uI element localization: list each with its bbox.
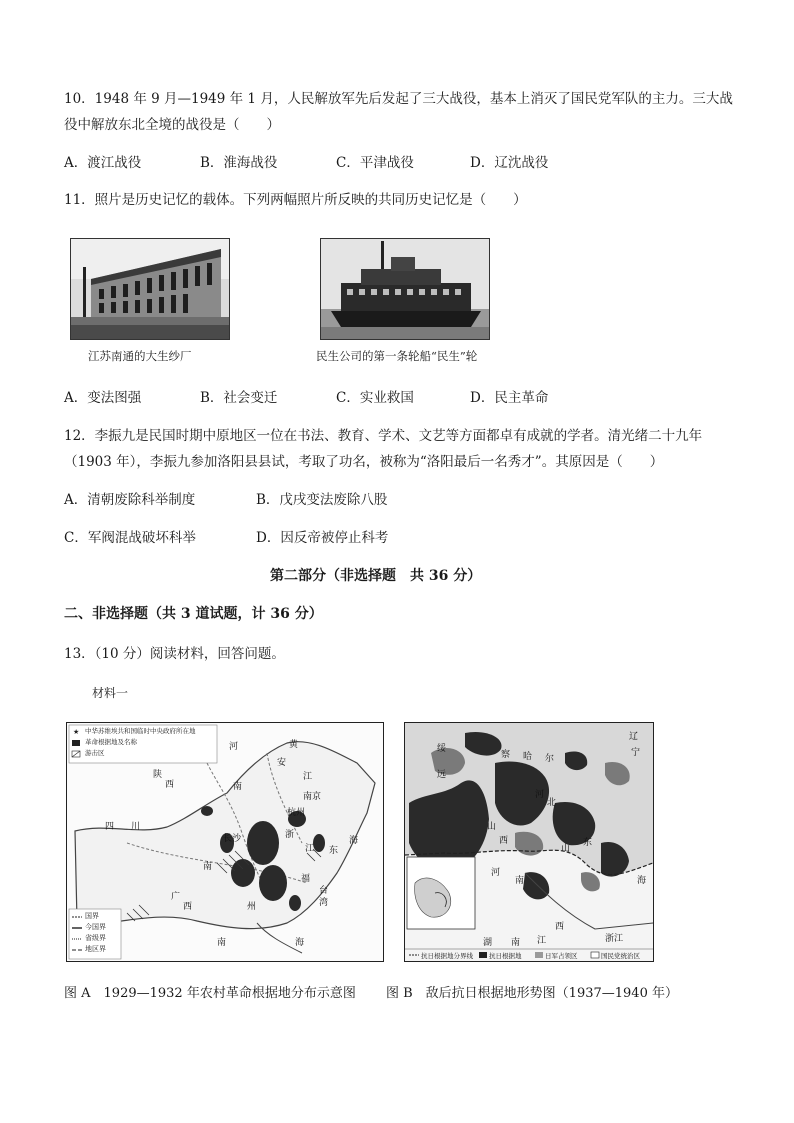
q11-stem: 11．照片是历史记忆的载体。下列两幅照片所反映的共同历史记忆是（ ） — [64, 192, 527, 208]
q11-option-b[interactable]: B．社会变迁 — [200, 390, 278, 406]
map-a-label: 南 — [233, 782, 243, 792]
map-a-label: 长沙 — [223, 834, 242, 844]
map-a-legend-capital: 中华苏维埃共和国临时中央政府所在地 — [85, 727, 196, 735]
photo2-caption: 民生公司的第一条轮船“民生”轮 — [316, 349, 478, 363]
q10-option-c[interactable]: C．平津战役 — [336, 155, 414, 171]
q12-option-d[interactable]: D．因反帝被停止科考 — [256, 530, 389, 546]
section-heading: 二、非选择题（共 3 道试题，计 36 分） — [64, 606, 323, 622]
map-a-legend-province: 省级界 — [85, 934, 106, 942]
map-a-label: 南京 — [303, 792, 322, 802]
map-b-label: 江 — [537, 936, 547, 946]
q11-option-c[interactable]: C．实业救国 — [336, 390, 414, 406]
map-a-label: 南 — [203, 862, 213, 872]
q10-stem-line1: 10．1948 年 9 月—1949 年 1 月，人民解放军先后发起了三大战役，基本上消灭了国民党军队的主力。三大战 — [64, 91, 733, 107]
map-b-anti-japanese-bases — [404, 722, 654, 962]
map-b-legend-japanese: 日军占领区 — [545, 952, 578, 960]
material-label: 材料一 — [92, 686, 129, 700]
q11-option-d[interactable]: D．民主革命 — [470, 390, 549, 406]
map-b-label: 南 — [515, 876, 525, 886]
map-b-label: 湖 — [483, 938, 493, 948]
q10-stem-line2: 役中解放东北全境的战役是（ ） — [64, 117, 280, 133]
map-a-label: 州 — [247, 902, 257, 912]
q12-stem-line2: （1903 年），李振九参加洛阳县县试，考取了功名，被称为“洛阳最后一名秀才”。其原因是（ ） — [64, 454, 664, 470]
q10-option-a[interactable]: A．渡江战役 — [64, 155, 142, 171]
map-b-legend-bases: 抗日根据地 — [489, 952, 522, 960]
map-b-label: 尔 — [545, 754, 555, 764]
q12-option-b[interactable]: B．戊戌变法废除八股 — [256, 492, 388, 508]
map-a-label: 杭州 — [287, 808, 306, 818]
map-b-label: 海 — [637, 876, 647, 886]
map-b-label: 察 — [501, 750, 511, 760]
map-a-legend-border: 国界 — [85, 912, 99, 920]
map-a-label: 广 — [171, 892, 181, 902]
map-b-label: 南 — [511, 938, 521, 948]
map-b-label: 宁 — [631, 748, 641, 758]
map-b-label: 北 — [547, 798, 557, 808]
map-a-revolutionary-bases — [66, 722, 384, 962]
map-a-label: 福 — [301, 874, 311, 884]
map-b-label: 西 — [555, 922, 565, 932]
map-a-label: 浙 — [285, 830, 295, 840]
photo-dasheng-factory — [70, 238, 230, 340]
q12-option-a[interactable]: A．清朝废除科举制度 — [64, 492, 196, 508]
photo-minsheng-ship — [320, 238, 490, 340]
map-a-label: 河 — [229, 742, 239, 752]
map-a-label: 四 — [105, 822, 115, 832]
map-b-label: 河 — [535, 790, 545, 800]
map-a-label: 陕 — [153, 770, 163, 780]
map-a-label: 安 — [277, 758, 287, 768]
map-b-label: 山 — [487, 822, 497, 832]
map-a-label: 东 — [329, 846, 339, 856]
map-b-label: 河 — [491, 868, 501, 878]
map-a-label: 海 — [349, 836, 359, 846]
map-b-caption: 图 B 敌后抗日根据地形势图（1937—1940 年） — [386, 986, 678, 1001]
map-b-label: 绥 — [437, 744, 447, 754]
map-a-label: 西 — [165, 780, 175, 790]
q13-stem: 13．（10 分）阅读材料，回答问题。 — [64, 646, 285, 662]
map-b-label: 西 — [499, 836, 509, 846]
map-a-legend-guerrilla: 游击区 — [85, 749, 105, 757]
map-a-legend-bases: 革命根据地及名称 — [85, 738, 137, 746]
map-b-label: 浙江 — [605, 934, 624, 944]
map-b-legend-boundary: 抗日根据地分界线 — [421, 952, 473, 960]
map-a-label: 江 — [303, 772, 313, 782]
map-a-caption: 图 A 1929—1932 年农村革命根据地分布示意图 — [64, 986, 356, 1001]
q12-stem-line1: 12．李振九是民国时期中原地区一位在书法、教育、学术、文艺等方面都卓有成就的学者。清光绪二十九年 — [64, 428, 703, 444]
q12-option-c[interactable]: C．军阀混战破坏科举 — [64, 530, 196, 546]
map-a-label: 南 — [217, 938, 227, 948]
map-b-label: 辽 — [629, 732, 639, 742]
map-b-label: 山 — [561, 844, 571, 854]
map-a-label: 西 — [183, 902, 193, 912]
map-b-label: 东 — [583, 838, 593, 848]
svg-text:★: ★ — [73, 728, 80, 736]
q10-option-b[interactable]: B．淮海战役 — [200, 155, 278, 171]
map-a-legend-current-border: 今国界 — [85, 923, 106, 931]
part2-title: 第二部分（非选择题 共 36 分） — [270, 568, 482, 584]
map-a-label: 海 — [295, 938, 305, 948]
photo1-caption: 江苏南通的大生纱厂 — [88, 349, 192, 363]
map-a-label: 台 — [319, 886, 329, 896]
map-a-label: 江 — [305, 844, 315, 854]
map-a-label: 川 — [131, 822, 141, 832]
map-a-label: 黄 — [289, 740, 299, 750]
map-a-legend-region: 地区界 — [85, 945, 106, 953]
q11-option-a[interactable]: A．变法图强 — [64, 390, 142, 406]
q10-option-d[interactable]: D．辽沈战役 — [470, 155, 549, 171]
map-b-label: 哈 — [523, 752, 533, 762]
map-b-legend-kmt: 国民党统治区 — [601, 952, 640, 960]
map-a-label: 湾 — [319, 898, 329, 908]
map-b-label: 远 — [437, 770, 447, 780]
